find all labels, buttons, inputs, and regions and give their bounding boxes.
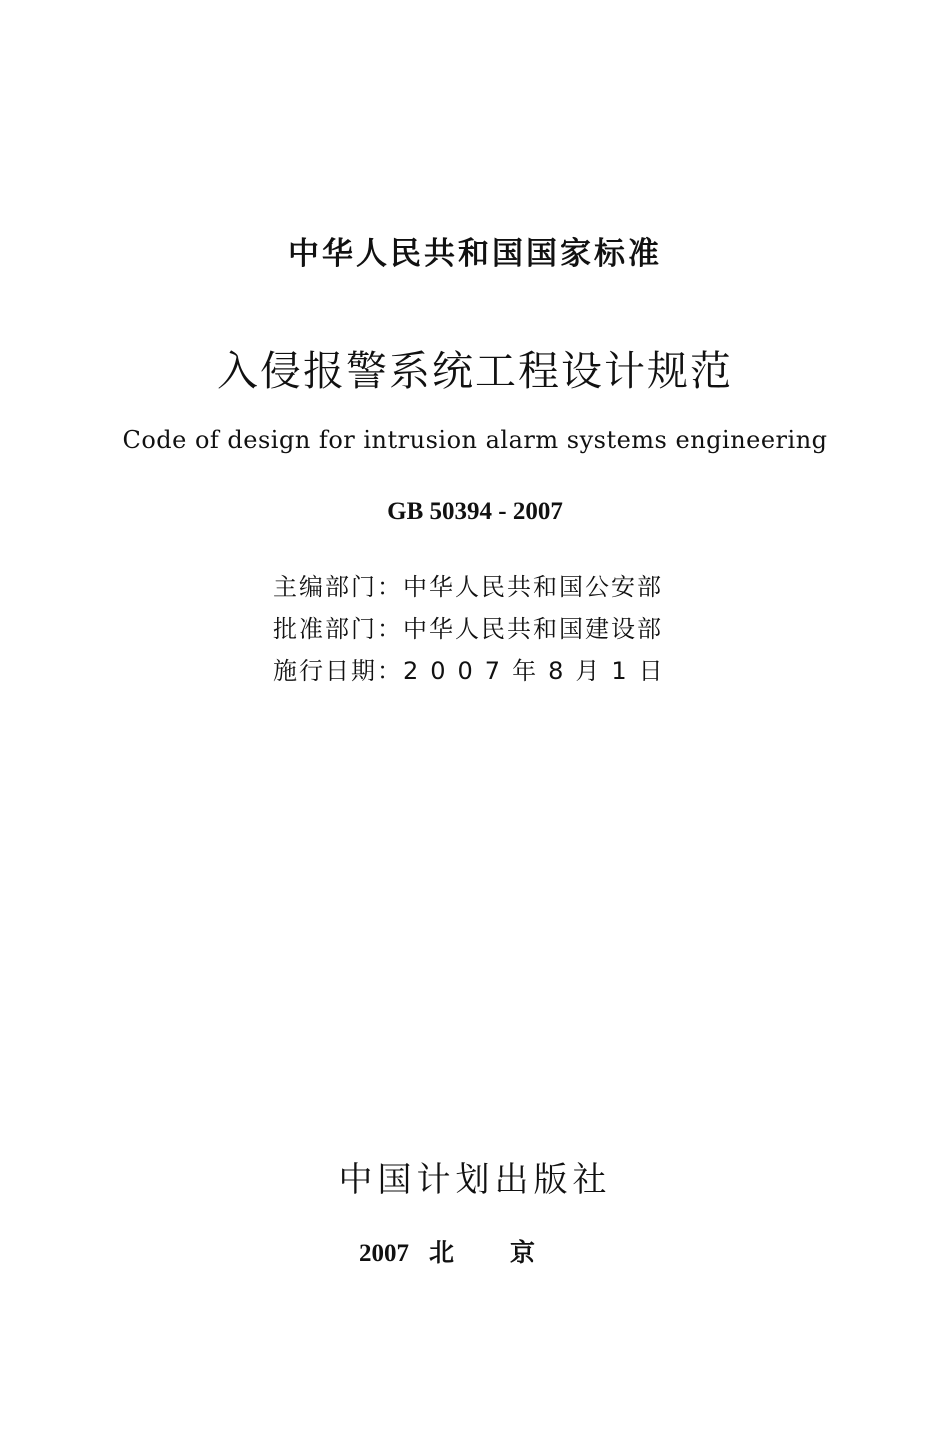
publication-info	[273, 566, 675, 692]
document-title-chinese: 入侵报警系统工程设计规范	[217, 347, 733, 395]
approval-label: 批准部门：	[273, 615, 403, 643]
imprint	[0, 1233, 950, 1269]
chief-editor-label: 主编部门：	[273, 573, 403, 601]
imprint-year: 2007	[358, 1240, 409, 1267]
standard-type-heading: 中华人民共和国国家标准	[288, 236, 662, 272]
chief-editor-value: 中华人民共和国公安部	[403, 573, 663, 601]
document-title-english: Code of design for intrusion alarm systems engineering	[122, 426, 828, 454]
chief-editor-row	[273, 566, 675, 608]
standard-code: GB 50394 - 2007	[387, 498, 563, 525]
effective-date-label: 施行日期：	[273, 657, 403, 685]
imprint-city: 北京	[428, 1238, 591, 1267]
approval-row	[273, 608, 675, 650]
effective-date-value: 2007年8月1日	[403, 657, 675, 685]
approval-value: 中华人民共和国建设部	[403, 615, 663, 643]
effective-date-row	[273, 650, 675, 692]
publisher-name: 中国计划出版社	[338, 1160, 612, 1200]
